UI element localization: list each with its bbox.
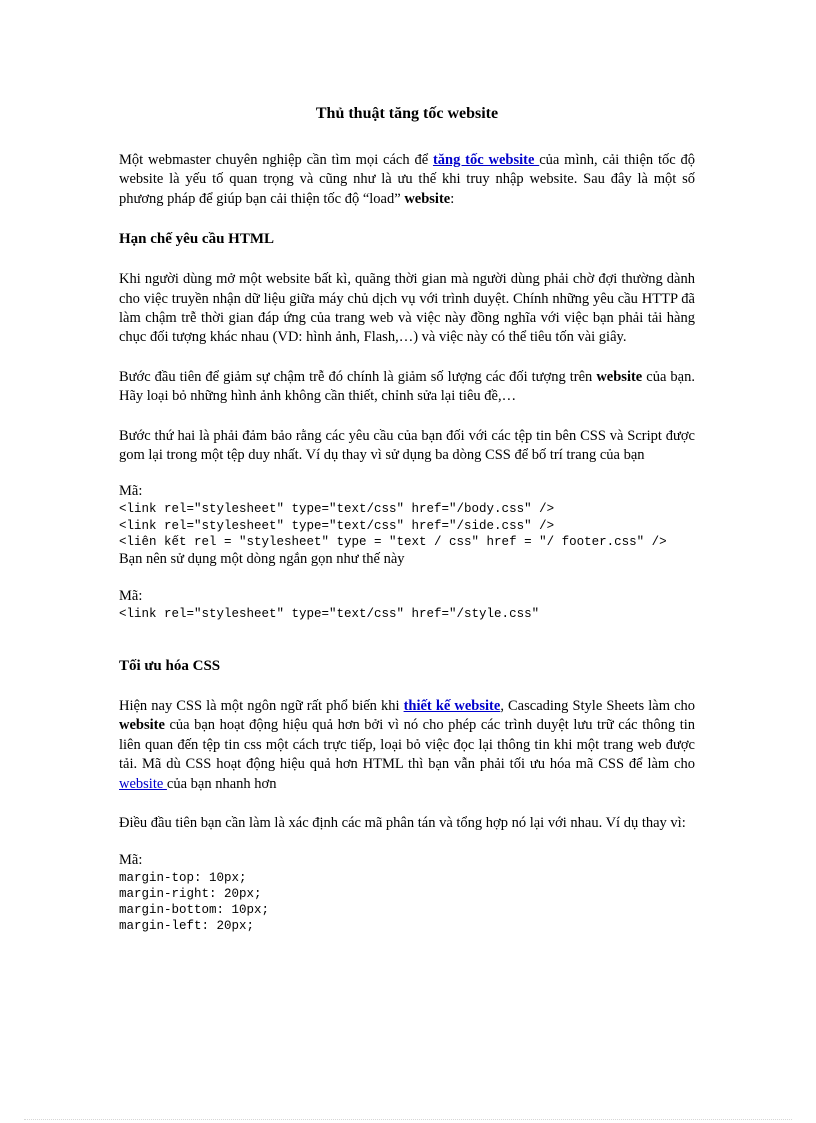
intro-paragraph: [119, 151, 695, 209]
section2-paragraph-2: Điều đầu tiên bạn cần làm là xác định các mã phân tán và tổng hợp nó lại với nhau. Ví dụ thay vì:: [119, 815, 686, 832]
code-line: <link rel="stylesheet" type="text/css" href="/style.css": [119, 606, 540, 621]
intro-text-3: :: [450, 190, 455, 207]
code-label-1: Mã:: [119, 483, 143, 500]
website-link[interactable]: website: [119, 775, 167, 792]
section1-p2-bold-website: website: [596, 368, 643, 385]
intro-bold-website: website: [404, 190, 451, 207]
code-line: margin-bottom: 10px;: [119, 903, 270, 918]
section1-paragraph-1: Khi người dùng mở một website bất kì, quãng thời gian mà người dùng phải chờ đợi thường dành cho việc truyền nhận dữ liệu giữa máy chủ dịch vụ với trình duyệt. Chính những yêu cầu HTTP đã làm chậm trễ thời gian đáp ứng của trang web và việc này đồng nghĩa với việc bạn phải tải hàng chục đối tượng khác nhau (VD: hình ảnh, Flash,…) và việc này có thể tiêu tốn vài giây.: [119, 271, 695, 346]
section1-p2-text-2: của bạn. Hãy loại bỏ những hình ảnh không cần thiết, chỉnh sửa lại tiêu đề,…: [119, 368, 695, 405]
section2-p1-text-4: của bạn nhanh hơn: [166, 775, 277, 792]
code-line: <link rel="stylesheet" type="text/css" href="/side.css" />: [119, 518, 555, 533]
intro-text-2: của mình, cải thiện tốc độ website là yếu tố quan trọng và cũng như là ưu thế khi truy nhập website. Sau đây là một số phương pháp để giúp bạn cải thiện tốc độ “load”: [119, 152, 695, 207]
section2-p1-text-2: , Cascading Style Sheets làm cho: [500, 698, 696, 715]
code-line: margin-left: 20px;: [119, 919, 255, 934]
code-line: margin-right: 20px;: [119, 886, 262, 901]
intro-text-1: Một webmaster chuyên nghiệp cần tìm mọi cách để: [119, 152, 433, 168]
code-label-2: Mã:: [119, 587, 143, 604]
code-label-3: Mã:: [119, 851, 143, 868]
document-title: Thủ thuật tăng tốc website: [315, 105, 499, 122]
section1-p2-text-1: Bước đầu tiên để giảm sự chậm trễ đó chính là giảm số lượng các đối tượng trên: [119, 368, 597, 385]
section-heading-html-requests: Hạn chế yêu cầu HTML: [119, 231, 275, 248]
section1-paragraph-2: [119, 368, 695, 407]
section1-paragraph-3: Bước thứ hai là phải đảm bảo rằng các yêu cầu của bạn đối với các tệp tin bên CSS và Script được gom lại trong một tệp duy nhất. Ví dụ thay vì sử dụng ba dòng CSS để bố trí trang của bạn: [119, 427, 695, 464]
code-line: <link rel="stylesheet" type="text/css" href="/body.css" />: [119, 502, 555, 517]
section1-paragraph-4: Bạn nên sử dụng một dòng ngắn gọn như thế này: [119, 551, 405, 568]
speed-up-website-link[interactable]: tăng tốc website: [432, 152, 540, 168]
section2-p1-text-3: của bạn hoạt động hiệu quả hơn bởi vì nó cho phép các trình duyệt lưu trữ các thông tin liên quan đến tệp tin css một cách trực tiếp, loại bỏ việc đọc lại thông tin khi một trang web được tải. Mã dù CSS hoạt động hiệu quả hơn HTML thì bạn vẫn phải tối ưu hóa mã CSS để làm cho: [119, 717, 695, 773]
website-design-link[interactable]: thiết kế website: [403, 698, 501, 715]
code-line: margin-top: 10px;: [119, 870, 247, 885]
document-page: [119, 104, 695, 935]
section2-p1-bold-website: website: [119, 717, 165, 734]
page-bottom-border: [24, 1119, 792, 1120]
section2-p1-text-1: Hiện nay CSS là một ngôn ngữ rất phổ biến khi: [119, 698, 404, 715]
section-heading-css-optimization: Tối ưu hóa CSS: [119, 658, 221, 675]
section2-paragraph-1: [119, 697, 695, 794]
code-line: <liên kết rel = "stylesheet" type = "text / css" href = "/ footer.css" />: [119, 535, 667, 550]
